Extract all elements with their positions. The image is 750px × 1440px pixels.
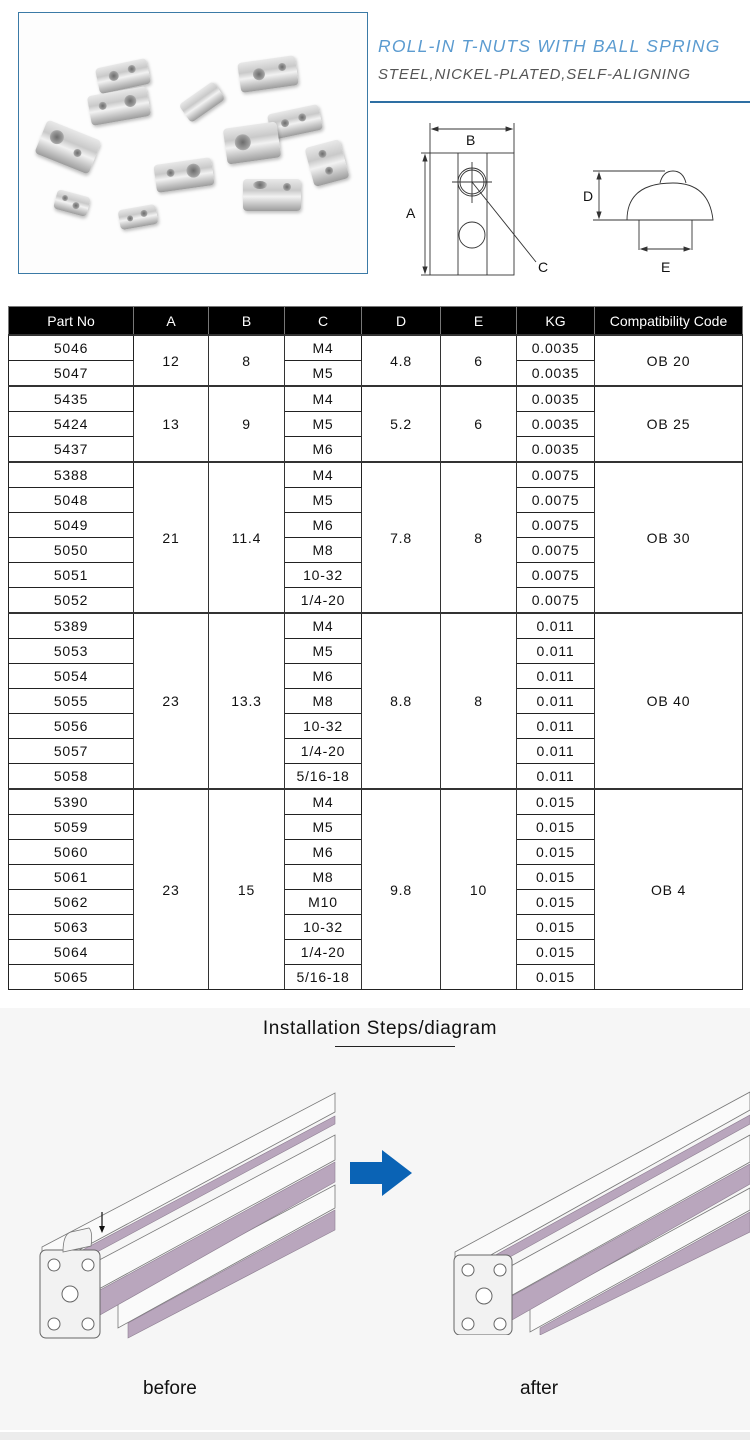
profile-after-diagram bbox=[450, 1080, 750, 1335]
cell-c: M5 bbox=[285, 815, 362, 840]
cell-c: 5/16-18 bbox=[285, 965, 362, 990]
table-header-row bbox=[9, 307, 743, 336]
t-nut-image bbox=[118, 204, 159, 230]
cell-a: 23 bbox=[134, 789, 209, 990]
cell-kg: 0.011 bbox=[517, 613, 595, 639]
column-header-b: B bbox=[209, 307, 285, 336]
cell-c: M4 bbox=[285, 386, 362, 412]
cell-kg: 0.011 bbox=[517, 764, 595, 790]
cell-kg: 0.0075 bbox=[517, 563, 595, 588]
cell-part-no: 5057 bbox=[9, 739, 134, 764]
cell-kg: 0.0035 bbox=[517, 437, 595, 463]
cell-part-no: 5061 bbox=[9, 865, 134, 890]
cell-kg: 0.015 bbox=[517, 789, 595, 815]
cell-kg: 0.015 bbox=[517, 890, 595, 915]
dim-label-d: D bbox=[583, 188, 594, 204]
cell-part-no: 5051 bbox=[9, 563, 134, 588]
cell-c: M5 bbox=[285, 488, 362, 513]
cell-compatibility-code: OB 20 bbox=[595, 335, 743, 386]
cell-d: 5.2 bbox=[362, 386, 441, 462]
table-row bbox=[9, 613, 743, 639]
cell-part-no: 5389 bbox=[9, 613, 134, 639]
cell-c: 1/4-20 bbox=[285, 588, 362, 614]
cell-part-no: 5049 bbox=[9, 513, 134, 538]
cell-c: M6 bbox=[285, 437, 362, 463]
cell-part-no: 5064 bbox=[9, 940, 134, 965]
cell-c: M6 bbox=[285, 664, 362, 689]
column-header-c: C bbox=[285, 307, 362, 336]
cell-part-no: 5056 bbox=[9, 714, 134, 739]
cell-c: M4 bbox=[285, 462, 362, 488]
cell-kg: 0.0035 bbox=[517, 335, 595, 361]
t-nut-image bbox=[243, 179, 301, 211]
cell-kg: 0.0035 bbox=[517, 412, 595, 437]
t-nut-image bbox=[34, 119, 101, 174]
cell-part-no: 5390 bbox=[9, 789, 134, 815]
cell-c: M10 bbox=[285, 890, 362, 915]
bottom-strip bbox=[0, 1432, 750, 1440]
cell-kg: 0.011 bbox=[517, 639, 595, 664]
before-label: before bbox=[143, 1378, 197, 1399]
table-body bbox=[9, 335, 743, 990]
cell-kg: 0.0075 bbox=[517, 513, 595, 538]
cell-b: 8 bbox=[209, 335, 285, 386]
cell-a: 23 bbox=[134, 613, 209, 789]
dim-label-b: B bbox=[466, 132, 476, 148]
t-nut-image bbox=[223, 121, 281, 164]
column-header-a: A bbox=[134, 307, 209, 336]
dim-label-c: C bbox=[538, 259, 549, 275]
product-photo bbox=[18, 12, 368, 274]
cell-c: M6 bbox=[285, 840, 362, 865]
cell-d: 8.8 bbox=[362, 613, 441, 789]
cell-e: 6 bbox=[441, 335, 517, 386]
cell-a: 13 bbox=[134, 386, 209, 462]
table-row bbox=[9, 789, 743, 815]
right-arrow-icon bbox=[350, 1150, 412, 1196]
cell-d: 4.8 bbox=[362, 335, 441, 386]
t-nut-image bbox=[53, 189, 91, 217]
cell-e: 6 bbox=[441, 386, 517, 462]
cell-e: 8 bbox=[441, 462, 517, 613]
cell-c: 10-32 bbox=[285, 563, 362, 588]
profile-before-diagram bbox=[30, 1090, 340, 1340]
cell-part-no: 5050 bbox=[9, 538, 134, 563]
cell-part-no: 5063 bbox=[9, 915, 134, 940]
cell-a: 21 bbox=[134, 462, 209, 613]
cell-kg: 0.0075 bbox=[517, 462, 595, 488]
cell-part-no: 5047 bbox=[9, 361, 134, 387]
cell-c: 1/4-20 bbox=[285, 940, 362, 965]
cell-c: M5 bbox=[285, 639, 362, 664]
column-header-e: E bbox=[441, 307, 517, 336]
cell-part-no: 5424 bbox=[9, 412, 134, 437]
cell-c: 10-32 bbox=[285, 915, 362, 940]
cell-kg: 0.015 bbox=[517, 965, 595, 990]
cell-c: 10-32 bbox=[285, 714, 362, 739]
cell-part-no: 5048 bbox=[9, 488, 134, 513]
column-header-compatibility-code: Compatibility Code bbox=[595, 307, 743, 336]
cell-c: M4 bbox=[285, 335, 362, 361]
cell-kg: 0.015 bbox=[517, 815, 595, 840]
cell-kg: 0.011 bbox=[517, 664, 595, 689]
dim-label-a: A bbox=[406, 205, 416, 221]
installation-title: Installation Steps/diagram bbox=[262, 1018, 498, 1039]
cell-c: 5/16-18 bbox=[285, 764, 362, 790]
t-nut-image bbox=[153, 157, 214, 193]
cell-compatibility-code: OB 40 bbox=[595, 613, 743, 789]
cell-part-no: 5388 bbox=[9, 462, 134, 488]
cell-b: 13.3 bbox=[209, 613, 285, 789]
cell-part-no: 5065 bbox=[9, 965, 134, 990]
cell-b: 11.4 bbox=[209, 462, 285, 613]
cell-c: M4 bbox=[285, 613, 362, 639]
cell-d: 7.8 bbox=[362, 462, 441, 613]
cell-kg: 0.015 bbox=[517, 840, 595, 865]
table-row bbox=[9, 335, 743, 361]
cell-part-no: 5435 bbox=[9, 386, 134, 412]
cell-compatibility-code: OB 25 bbox=[595, 386, 743, 462]
cell-c: M6 bbox=[285, 513, 362, 538]
cell-part-no: 5053 bbox=[9, 639, 134, 664]
t-nut-image bbox=[87, 86, 151, 126]
cell-b: 9 bbox=[209, 386, 285, 462]
product-title: ROLL-IN T-NUTS WITH BALL SPRING bbox=[378, 36, 721, 56]
cell-e: 10 bbox=[441, 789, 517, 990]
after-label: after bbox=[520, 1378, 559, 1399]
cell-c: M8 bbox=[285, 865, 362, 890]
cell-kg: 0.011 bbox=[517, 739, 595, 764]
cell-c: M8 bbox=[285, 689, 362, 714]
cell-part-no: 5059 bbox=[9, 815, 134, 840]
cell-part-no: 5054 bbox=[9, 664, 134, 689]
cell-kg: 0.015 bbox=[517, 940, 595, 965]
cell-kg: 0.0035 bbox=[517, 386, 595, 412]
cell-c: M4 bbox=[285, 789, 362, 815]
column-header-d: D bbox=[362, 307, 441, 336]
dim-label-e: E bbox=[661, 259, 671, 275]
title-underline bbox=[335, 1046, 455, 1047]
cell-part-no: 5055 bbox=[9, 689, 134, 714]
cell-e: 8 bbox=[441, 613, 517, 789]
cell-kg: 0.0035 bbox=[517, 361, 595, 387]
column-header-kg: KG bbox=[517, 307, 595, 336]
technical-drawing bbox=[395, 115, 750, 285]
cell-kg: 0.0075 bbox=[517, 538, 595, 563]
cell-compatibility-code: OB 4 bbox=[595, 789, 743, 990]
cell-kg: 0.011 bbox=[517, 714, 595, 739]
cell-c: 1/4-20 bbox=[285, 739, 362, 764]
cell-b: 15 bbox=[209, 789, 285, 990]
cell-part-no: 5058 bbox=[9, 764, 134, 790]
product-subtitle: STEEL,NICKEL-PLATED,SELF-ALIGNING bbox=[378, 66, 691, 83]
cell-c: M5 bbox=[285, 412, 362, 437]
column-header-part-no: Part No bbox=[9, 307, 134, 336]
cell-kg: 0.011 bbox=[517, 689, 595, 714]
spec-table bbox=[8, 306, 743, 990]
cell-part-no: 5437 bbox=[9, 437, 134, 463]
cell-compatibility-code: OB 30 bbox=[595, 462, 743, 613]
t-nut-image bbox=[304, 139, 349, 187]
cell-part-no: 5052 bbox=[9, 588, 134, 614]
cell-c: M8 bbox=[285, 538, 362, 563]
cell-d: 9.8 bbox=[362, 789, 441, 990]
cell-a: 12 bbox=[134, 335, 209, 386]
cell-part-no: 5062 bbox=[9, 890, 134, 915]
cell-part-no: 5060 bbox=[9, 840, 134, 865]
title-divider bbox=[370, 101, 750, 103]
cell-c: M5 bbox=[285, 361, 362, 387]
t-nut-image bbox=[237, 55, 299, 93]
cell-kg: 0.0075 bbox=[517, 588, 595, 614]
table-row bbox=[9, 386, 743, 412]
cell-kg: 0.015 bbox=[517, 865, 595, 890]
table-row bbox=[9, 462, 743, 488]
cell-part-no: 5046 bbox=[9, 335, 134, 361]
cell-kg: 0.015 bbox=[517, 915, 595, 940]
t-nut-image bbox=[178, 81, 225, 123]
cell-kg: 0.0075 bbox=[517, 488, 595, 513]
